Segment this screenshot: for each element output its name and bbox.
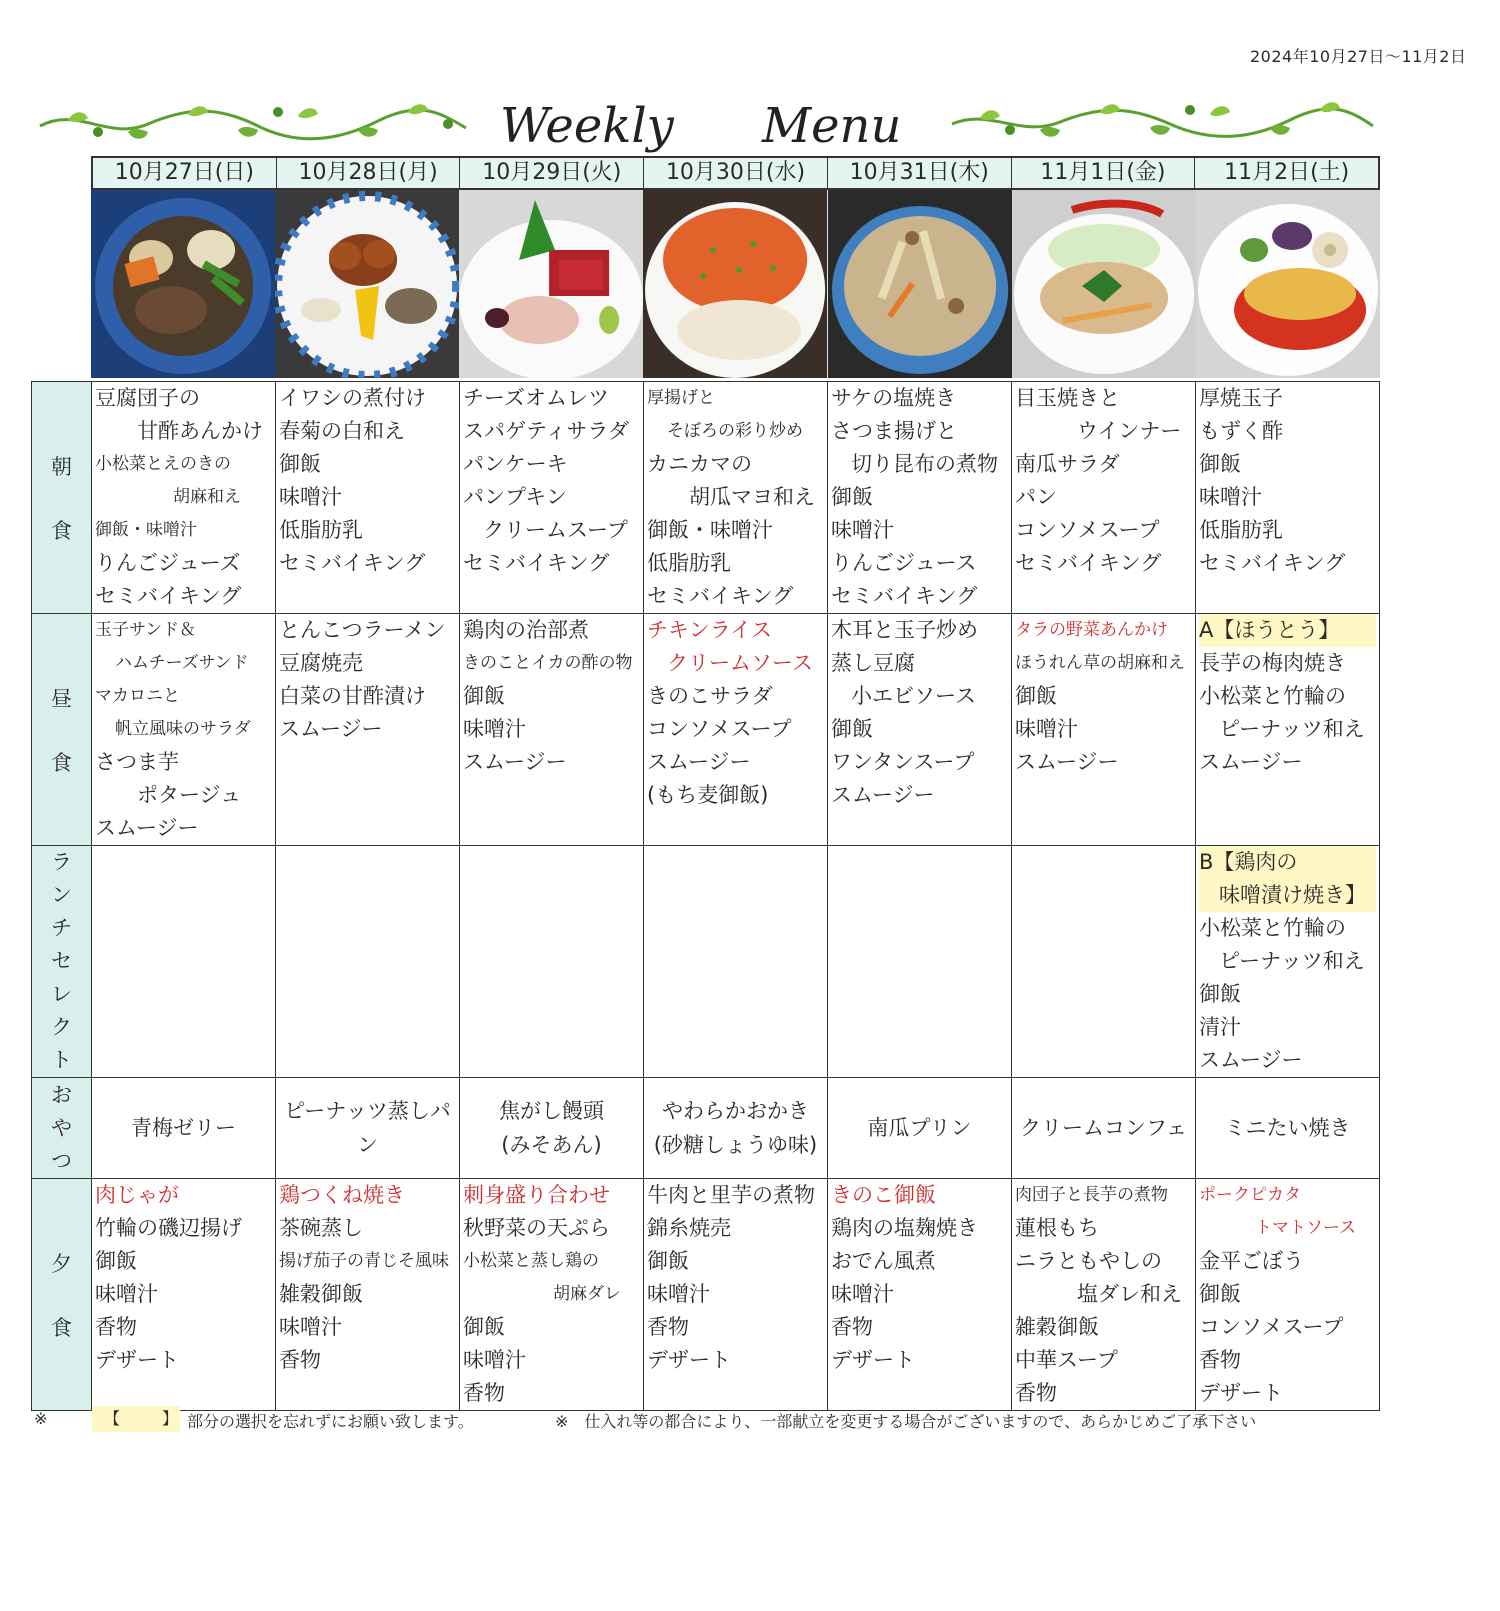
- menu-item: 胡麻ダレ: [553, 1284, 621, 1304]
- menu-item: とんこつラーメン: [279, 618, 446, 642]
- menu-item: スパゲティサラダ: [463, 419, 630, 443]
- menu-item: ウインナー: [1077, 419, 1182, 443]
- day-header: 10月30日(水): [644, 158, 828, 188]
- breakfast-cell: [1196, 382, 1380, 614]
- menu-item: ほうれん草の胡麻和え: [1015, 653, 1185, 673]
- menu-item: もずく酢: [1199, 419, 1283, 443]
- menu-item: サケの塩焼き: [831, 386, 957, 410]
- tsukune-photo: [275, 190, 459, 378]
- footnote-select-note: 部分の選択を忘れずにお願い致します。: [187, 1412, 474, 1431]
- snack-item: (砂糖しょうゆ味): [653, 1133, 818, 1157]
- menu-item: 味噌汁: [463, 1348, 526, 1372]
- menu-item: デザート: [647, 1348, 731, 1372]
- menu-item: 低脂肪乳: [1199, 518, 1283, 542]
- menu-item: そぼろの彩り炒め: [667, 421, 803, 441]
- snack-item: 青梅ゼリー: [131, 1116, 236, 1140]
- label-char: 食: [51, 750, 72, 775]
- menu-item: 御飯: [463, 1315, 505, 1339]
- snack-cell: [276, 1078, 460, 1179]
- day-header: 11月2日(土): [1224, 160, 1350, 185]
- menu-item: セミバイキング: [95, 584, 242, 608]
- menu-item: スムージー: [647, 750, 751, 774]
- menu-item: 御飯: [463, 684, 505, 708]
- menu-item: マカロニと: [95, 686, 180, 706]
- dinner-label: [32, 1179, 92, 1411]
- menu-item: スムージー: [1199, 750, 1303, 774]
- menu-item: トマトソース: [1255, 1218, 1357, 1238]
- menu-item: デザート: [831, 1348, 915, 1372]
- label-char: 夕: [51, 1251, 72, 1276]
- bracket-open: 【: [104, 1409, 121, 1428]
- label-char: 食: [51, 1315, 72, 1340]
- menu-item: きのこ御飯: [831, 1183, 936, 1207]
- dinner-cell: [92, 1179, 276, 1411]
- menu-item: 香物: [831, 1315, 873, 1339]
- menu-item: (もち麦御飯): [647, 783, 769, 807]
- snack-row: [32, 1078, 1380, 1179]
- snack-item: クリームコンフェ: [1020, 1116, 1187, 1140]
- breakfast-cell: [276, 382, 460, 614]
- dinner-cell: [644, 1179, 828, 1411]
- day-header-row: [91, 156, 1380, 190]
- menu-item: 味噌汁: [647, 1282, 710, 1306]
- menu-item: 清汁: [1199, 1015, 1241, 1039]
- menu-item: 低脂肪乳: [279, 518, 363, 542]
- menu-item: 牛肉と里芋の煮物: [647, 1183, 815, 1207]
- menu-item: パン: [1015, 485, 1057, 509]
- breakfast-cell: [1012, 382, 1196, 614]
- menu-item: ハムチーズサンド: [115, 653, 249, 673]
- menu-item: 小松菜と竹輪の: [1199, 916, 1346, 940]
- title-menu: Menu: [762, 98, 902, 154]
- menu-item: 厚揚げと: [647, 388, 715, 408]
- dinner-cell: [1012, 1179, 1196, 1411]
- title-weekly: Weekly: [500, 98, 674, 154]
- menu-item: 香物: [1015, 1381, 1057, 1405]
- sashimi-photo: [459, 190, 643, 378]
- label-char: セ: [51, 949, 72, 973]
- menu-item: 玉子サンド＆: [95, 620, 197, 640]
- menu-item: パンプキン: [463, 485, 567, 509]
- lunch-cell: [92, 614, 276, 846]
- label-char: 昼: [51, 686, 72, 711]
- label-char: つ: [51, 1148, 72, 1173]
- snack-item: ミニたい焼き: [1224, 1116, 1351, 1140]
- snack-item: (みそあん): [501, 1133, 602, 1157]
- menu-item: タラの野菜あんかけ: [1015, 620, 1168, 640]
- menu-item: 錦糸焼売: [647, 1216, 731, 1240]
- menu-item: 小松菜とえのきの: [95, 454, 231, 474]
- lunch-select-cell: [1012, 846, 1196, 1078]
- lunch-select-cell: [828, 846, 1012, 1078]
- menu-item: りんごジューズ: [95, 551, 241, 575]
- menu-item: カニカマの: [647, 452, 752, 476]
- menu-item: 鶏つくね焼き: [279, 1183, 405, 1207]
- menu-item: 秋野菜の天ぷら: [463, 1216, 610, 1240]
- dinner-cell: [276, 1179, 460, 1411]
- menu-item: ピーナッツ和え: [1219, 717, 1365, 741]
- label-char: レ: [51, 982, 72, 1006]
- label-char: 朝: [51, 454, 72, 479]
- menu-item: 味噌汁: [95, 1282, 158, 1306]
- menu-item: 味噌汁: [831, 518, 894, 542]
- snack-item: 焦がし饅頭: [499, 1099, 604, 1123]
- menu-item: 切り昆布の煮物: [851, 452, 998, 476]
- nikujaga-photo: [91, 190, 275, 378]
- lunch-select-cell: [276, 846, 460, 1078]
- day-header: 10月27日(日): [93, 158, 277, 188]
- label-char: ラ: [51, 850, 72, 874]
- lunch-cell: [1012, 614, 1196, 846]
- menu-item: スムージー: [1199, 1048, 1303, 1072]
- snack-item: 南瓜プリン: [867, 1116, 972, 1140]
- menu-item: 御飯: [1199, 1282, 1241, 1306]
- breakfast-cell: [828, 382, 1012, 614]
- menu-item: 木耳と玉子炒め: [831, 618, 978, 642]
- menu-item: スムージー: [831, 783, 935, 807]
- menu-item: 香物: [463, 1381, 505, 1405]
- menu-item: 南瓜サラダ: [1015, 452, 1120, 476]
- menu-item: クリームスープ: [483, 518, 628, 542]
- menu-item: 御飯: [647, 1249, 689, 1273]
- menu-item: 春菊の白和え: [279, 419, 405, 443]
- day-header: 11月1日(金): [1012, 158, 1196, 188]
- breakfast-cell: [460, 382, 644, 614]
- menu-item: セミバイキング: [279, 551, 426, 575]
- snack-cell: [1196, 1078, 1380, 1179]
- menu-item: 小松菜と竹輪の: [1199, 684, 1346, 708]
- day-header: 10月29日(火): [460, 158, 644, 188]
- menu-item: イワシの煮付け: [279, 386, 426, 410]
- lunch-select-label: [32, 846, 92, 1078]
- lunch-select-cell: [644, 846, 828, 1078]
- menu-item: コンソメスープ: [1199, 1315, 1344, 1339]
- menu-item: 茶碗蒸し: [279, 1216, 363, 1240]
- menu-item: 香物: [1199, 1348, 1241, 1372]
- lunch-select-cell: [1196, 846, 1380, 1078]
- menu-item: 刺身盛り合わせ: [463, 1183, 610, 1207]
- menu-item: クリームソース: [667, 651, 813, 675]
- menu-item: 香物: [95, 1315, 137, 1339]
- menu-item: チーズオムレツ: [463, 386, 609, 410]
- menu-item: コンソメスープ: [1015, 518, 1160, 542]
- day-header: 10月31日(木): [828, 158, 1012, 188]
- menu-item: 帆立風味のサラダ: [115, 719, 251, 739]
- menu-item: 味噌汁: [279, 485, 342, 509]
- menu-item: 厚焼玉子: [1199, 386, 1283, 410]
- vine-decoration-left: [38, 96, 468, 148]
- menu-item: スムージー: [463, 750, 567, 774]
- menu-item: ポタージュ: [137, 783, 242, 807]
- lunch-select-cell: [460, 846, 644, 1078]
- lunch-cell: [828, 614, 1012, 846]
- footnote-mark: ※: [34, 1409, 48, 1428]
- lunch-select-row: [32, 846, 1380, 1078]
- menu-item: ニラともやしの: [1015, 1249, 1162, 1273]
- menu-item-select-a: A【ほうとう】: [1199, 614, 1376, 647]
- menu-item: 香物: [279, 1348, 321, 1372]
- menu-item: 小エビソース: [851, 684, 976, 708]
- menu-item: 雑穀御飯: [1015, 1315, 1099, 1339]
- menu-item: 中華スープ: [1015, 1348, 1118, 1372]
- menu-item: スムージー: [95, 816, 199, 840]
- menu-item: 豆腐団子の: [95, 386, 200, 410]
- menu-item: デザート: [95, 1348, 179, 1372]
- menu-item: ワンタンスープ: [831, 750, 975, 774]
- menu-item: 胡麻和え: [173, 487, 241, 507]
- label-char: ン: [51, 883, 72, 907]
- lunch-cell: [276, 614, 460, 846]
- menu-item: パンケーキ: [463, 452, 568, 476]
- menu-item-select-b: B【鶏肉の: [1199, 846, 1376, 879]
- snack-item: やわらかおかき: [662, 1099, 809, 1123]
- menu-item: 御飯: [831, 485, 873, 509]
- breakfast-row: [32, 382, 1380, 614]
- menu-item: 竹輪の磯辺揚げ: [95, 1216, 242, 1240]
- label-char: チ: [51, 916, 72, 940]
- breakfast-cell: [92, 382, 276, 614]
- footnote-change-note: ※ 仕入れ等の都合により、一部献立を変更する場合がございますので、あらかじめご了承下さい: [555, 1412, 1257, 1431]
- menu-item: 白菜の甘酢漬け: [279, 684, 426, 708]
- menu-item: 揚げ茄子の青じそ風味: [279, 1251, 449, 1271]
- menu-item: 味噌汁: [1015, 717, 1078, 741]
- lunch-row: [32, 614, 1380, 846]
- menu-item: 雑穀御飯: [279, 1282, 363, 1306]
- menu-item: 味噌汁: [1199, 485, 1262, 509]
- mushroom-rice-photo: [828, 190, 1012, 378]
- menu-item: セミバイキング: [831, 584, 978, 608]
- menu-item: 長芋の梅肉焼き: [1199, 651, 1346, 675]
- snack-cell: [92, 1078, 276, 1179]
- food-photo-row: [91, 190, 1380, 378]
- label-char: お: [51, 1082, 72, 1107]
- menu-item: セミバイキング: [647, 584, 794, 608]
- vine-decoration-right: [950, 96, 1375, 148]
- menu-item: きのことイカの酢の物: [463, 653, 633, 673]
- label-char: ト: [51, 1048, 72, 1072]
- pork-piccata-photo: [1196, 190, 1380, 378]
- menu-item: デザート: [1199, 1381, 1283, 1405]
- snack-label: [32, 1078, 92, 1179]
- menu-item: さつま揚げと: [831, 419, 957, 443]
- menu-item: 御飯: [1199, 982, 1241, 1006]
- breakfast-cell: [644, 382, 828, 614]
- menu-item: りんごジュース: [831, 551, 977, 575]
- lunch-label: [32, 614, 92, 846]
- chicken-rice-photo: [643, 190, 827, 378]
- label-char: や: [51, 1115, 72, 1140]
- lunch-select-cell: [92, 846, 276, 1078]
- label-char: 食: [51, 518, 72, 543]
- menu-item: 味噌汁: [279, 1315, 342, 1339]
- menu-item: 鶏肉の塩麹焼き: [831, 1216, 978, 1240]
- menu-item: おでん風煮: [831, 1249, 936, 1273]
- dinner-row: [32, 1179, 1380, 1411]
- menu-item: 御飯: [1199, 452, 1241, 476]
- menu-item: 塩ダレ和え: [1077, 1282, 1182, 1306]
- menu-item: 味噌汁: [463, 717, 526, 741]
- menu-table: [31, 381, 1380, 1411]
- bracket-close: 】: [162, 1409, 179, 1428]
- menu-item: チキンライス: [647, 618, 772, 642]
- menu-item: 甘酢あんかけ: [137, 419, 263, 443]
- menu-item: 蒸し豆腐: [831, 651, 915, 675]
- snack-item: ピーナッツ蒸しパン: [284, 1099, 451, 1157]
- menu-item: 金平ごぼう: [1199, 1249, 1304, 1273]
- menu-item: 御飯: [1015, 684, 1057, 708]
- snack-cell: [644, 1078, 828, 1179]
- menu-item: セミバイキング: [1199, 551, 1346, 575]
- menu-item: 鶏肉の治部煮: [463, 618, 589, 642]
- menu-item: 香物: [647, 1315, 689, 1339]
- menu-item: 肉じゃが: [95, 1183, 179, 1207]
- menu-item: きのこサラダ: [647, 684, 773, 708]
- footnote-highlight-bracket: [92, 1406, 180, 1432]
- dinner-cell: [828, 1179, 1012, 1411]
- menu-item: さつま芋: [95, 750, 179, 774]
- lunch-cell: [460, 614, 644, 846]
- snack-cell: [1012, 1078, 1196, 1179]
- menu-item: 御飯: [831, 717, 873, 741]
- menu-item: 胡瓜マヨ和え: [689, 485, 815, 509]
- menu-item: スムージー: [1015, 750, 1119, 774]
- dinner-cell: [1196, 1179, 1380, 1411]
- menu-item: 豆腐焼売: [279, 651, 363, 675]
- day-header: 10月28日(月): [277, 158, 461, 188]
- menu-item: 御飯・味噌汁: [647, 518, 773, 542]
- menu-item: ポークピカタ: [1199, 1185, 1301, 1205]
- label-char: ク: [51, 1015, 72, 1039]
- cod-ankake-photo: [1012, 190, 1196, 378]
- menu-item: コンソメスープ: [647, 717, 792, 741]
- menu-item: ピーナッツ和え: [1219, 949, 1365, 973]
- menu-item: 小松菜と蒸し鶏の: [463, 1251, 599, 1271]
- snack-cell: [828, 1078, 1012, 1179]
- menu-item: 肉団子と長芋の煮物: [1015, 1185, 1168, 1205]
- menu-item: 御飯: [279, 452, 321, 476]
- menu-item-select-b: 味噌漬け焼き】: [1199, 879, 1376, 912]
- menu-item: スムージー: [279, 717, 383, 741]
- menu-item: 蓮根もち: [1015, 1216, 1099, 1240]
- menu-item: 低脂肪乳: [647, 551, 731, 575]
- menu-item: 御飯: [95, 1249, 137, 1273]
- date-range: 2024年10月27日～11月2日: [1250, 47, 1467, 66]
- snack-cell: [460, 1078, 644, 1179]
- dinner-cell: [460, 1179, 644, 1411]
- menu-item: 御飯・味噌汁: [95, 520, 197, 540]
- breakfast-label: [32, 382, 92, 614]
- menu-item: 目玉焼きと: [1015, 386, 1120, 410]
- lunch-cell: [644, 614, 828, 846]
- menu-item: セミバイキング: [463, 551, 610, 575]
- menu-item: セミバイキング: [1015, 551, 1162, 575]
- menu-item: 味噌汁: [831, 1282, 894, 1306]
- lunch-cell: [1196, 614, 1380, 846]
